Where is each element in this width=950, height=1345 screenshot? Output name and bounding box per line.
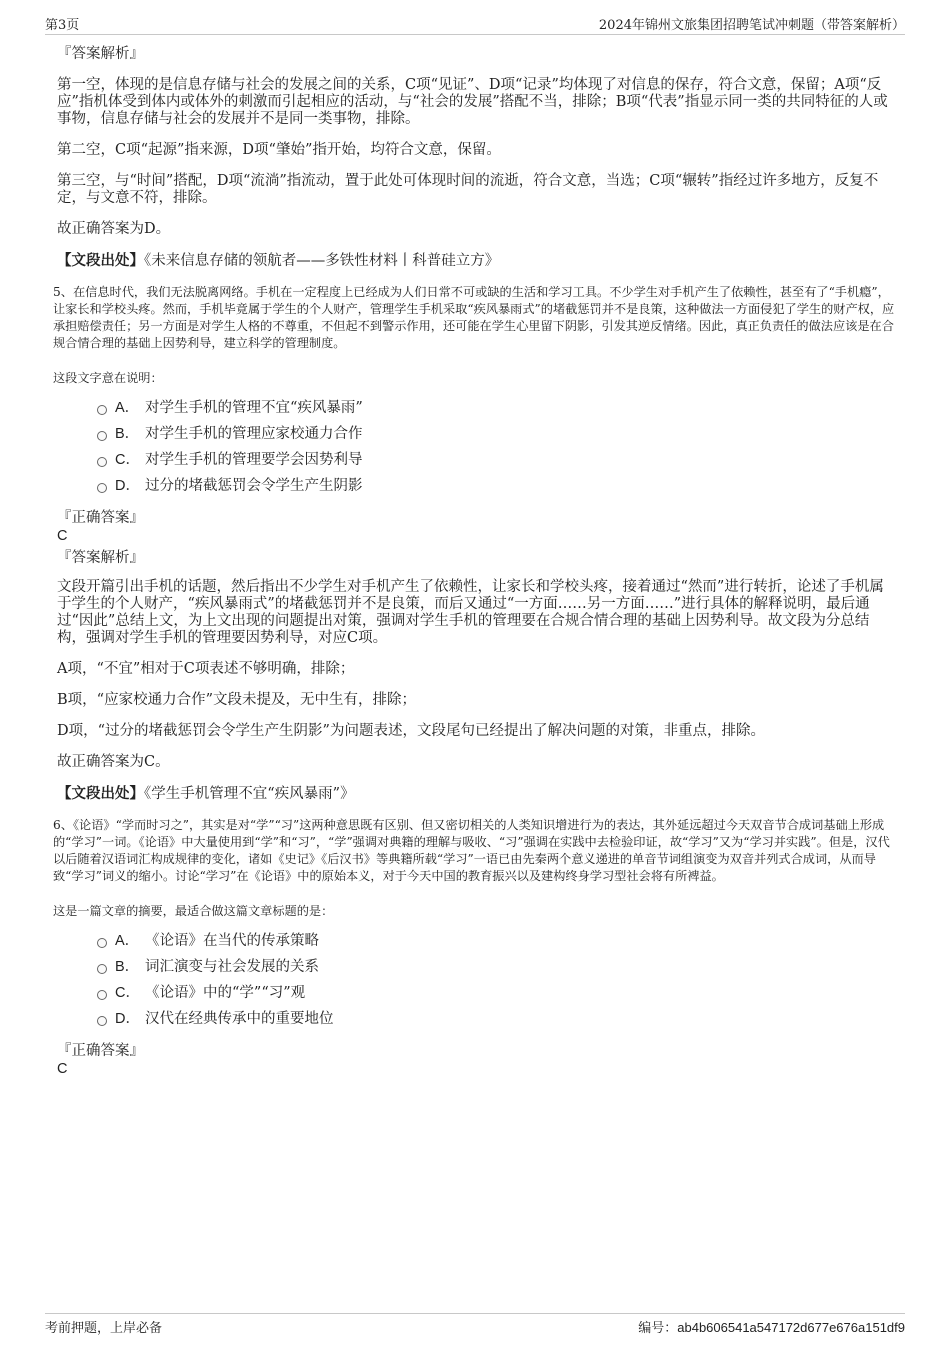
option-text: 汉代在经典传承中的重要地位 [145,1011,334,1027]
q5-analysis-paragraph: 文段开篇引出手机的话题，然后指出不少学生对手机产生了依赖性，让家长和学校头疼，接着通过“然而”进行转折，论述了手机属于学生的个人财产，“疾风暴雨式”的堵截惩罚并不是良策，而后又通过“一方面……另一方面……”进行具体的解释说明，最后通过“因此”总结上文，为上文出现的问题提出对策，强调对学生手机的管理要在合规合情合理的基础上因势利导。故文段为分总结构，强调对学生手机的管理要因势利导，对应C项。 [57,579,884,646]
code-value: ab4b606541a547172d677e676a151df9 [677,1320,905,1335]
q4-analysis-paragraph: 第二空，C项“起源”指来源，D项“肇始”指开始，均符合文意，保留。 [57,142,501,158]
q5-answer-label: 『正确答案』 [57,510,144,526]
q5-conclusion: 故正确答案为C。 [57,754,170,770]
q5-analysis-paragraph: D项，“过分的堵截惩罚会令学生产生阴影”为问题表述，文段尾句已经提出了解决问题的对策，非重点，排除。 [57,723,765,739]
q6-options [97,932,895,1036]
q4-conclusion: 故正确答案为D。 [57,221,171,237]
q5-answer: C [57,528,68,544]
source-text: 《未来信息存储的领航者——多铁性材料丨科普硅立方》 [144,253,500,269]
radio-icon[interactable] [97,1016,107,1026]
q5-question: 这段文字意在说明： [53,371,163,385]
q5-analysis-label: 『答案解析』 [57,550,144,566]
q6-question: 这是一篇文章的摘要，最适合做这篇文章标题的是： [53,904,334,918]
q4-analysis-paragraph: 第三空，与“时间”搭配，D项“流淌”指流动，置于此处可体现时间的流逝，符合文意，当选；C项“辗转”指经过许多地方，反复不定，与文意不符，排除。 [57,173,879,206]
q5-analysis-paragraph: A项，“不宜”相对于C项表述不够明确，排除； [57,661,355,677]
radio-icon[interactable] [97,431,107,441]
option-letter: C． [115,985,140,1001]
q4-analysis-label: 『答案解析』 [57,46,144,62]
page-number: 第3页 [45,18,80,33]
option-letter: B． [115,959,140,975]
source-prefix: 【文段出处】 [57,785,144,802]
option-letter: A． [115,933,140,949]
page-header [45,14,905,35]
option-letter: D． [115,478,140,494]
main-content [53,45,895,1082]
q4-analysis-paragraph: 第一空，体现的是信息存储与社会的发展之间的关系，C项“见证”、D项“记录”均体现了对信息的保存，符合文意，保留；A项“反应”指机体受到体内或体外的刺激而引起相应的活动，与“社会的发展”搭配不当，排除；B项“代表”指显示同一类的共同特征的人或事物，信息存储与社会的发展并不是同一类事物，排除。 [57,77,888,127]
option-b[interactable] [97,958,895,984]
radio-icon[interactable] [97,483,107,493]
footer-slogan: 考前押题，上岸必备 [45,1321,163,1336]
document-title: 2024年锦州文旅集团招聘笔试冲刺题（带答案解析） [598,18,905,33]
option-text: 对学生手机的管理要学会因势利导 [145,452,363,468]
source-text: 《学生手机管理不宜“疾风暴雨”》 [144,786,355,802]
radio-icon[interactable] [97,964,107,974]
q6-answer: C [57,1061,68,1077]
q6-answer-label: 『正确答案』 [57,1043,144,1059]
option-c[interactable] [97,451,895,477]
q4-source [57,252,895,270]
option-text: 对学生手机的管理不宜“疾风暴雨” [145,400,363,416]
option-letter: C． [115,452,140,468]
q5-analysis-paragraph: B项，“应家校通力合作”文段未提及，无中生有，排除； [57,692,416,708]
source-prefix: 【文段出处】 [57,252,144,269]
option-letter: B． [115,426,140,442]
option-d[interactable] [97,477,895,503]
option-text: 对学生手机的管理应家校通力合作 [145,426,363,442]
page-footer [45,1313,905,1339]
radio-icon[interactable] [97,457,107,467]
option-text: 《论语》在当代的传承策略 [145,933,319,949]
radio-icon[interactable] [97,990,107,1000]
option-letter: A． [115,400,140,416]
option-d[interactable] [97,1010,895,1036]
option-text: 《论语》中的“学”“习”观 [145,985,306,1001]
option-text: 词汇演变与社会发展的关系 [145,959,319,975]
option-c[interactable] [97,984,895,1010]
q5-source [57,785,895,803]
radio-icon[interactable] [97,405,107,415]
q6-stem: 6、《论语》“学而时习之”，其实是对“学”“习”这两种意思既有区别、但又密切相关的人类知识增进行为的表达，其外延远超过今天双音节合成词基础上形成的“学习”一词。《论语》中大量使用到“学”和“习”，“学”强调对典籍的理解与吸收、“习”强调在实践中去检验印证，故“学习”又为“学习并实践”。但是，汉代以后随着汉语词汇构成规律的变化，诸如《史记》《后汉书》等典籍所载“学习”一语已由先秦两个意义递进的单音节词组演变为双音并列式合成词，从而导致“学习”词义的缩小。讨论“学习”在《论语》中的原始本义，对于今天中国的教育振兴以及建构终身学习型社会将有所裨益。 [53,818,890,883]
option-a[interactable] [97,932,895,958]
option-letter: D． [115,1011,140,1027]
q5-options [97,399,895,503]
option-a[interactable] [97,399,895,425]
option-b[interactable] [97,425,895,451]
q5-stem: 5、在信息时代，我们无法脱离网络。手机在一定程度上已经成为人们日常不可或缺的生活和学习工具。不少学生对手机产生了依赖性，甚至有了“手机瘾”，让家长和学校头疼。然而，手机毕竟属于学生的个人财产，管理学生手机采取“疾风暴雨式”的堵截惩罚并不是良策，这种做法一方面侵犯了学生的财产权，应承担赔偿责任；另一方面是对学生人格的不尊重，不但起不到警示作用，还可能在学生心里留下阴影，引发其逆反情绪。因此，真正负责任的做法应该是在合规合情合理的基础上因势利导，建立科学的管理制度。 [53,285,895,350]
radio-icon[interactable] [97,938,107,948]
code-label: 编号： [638,1321,678,1336]
document-id [638,1317,905,1336]
option-text: 过分的堵截惩罚会令学生产生阴影 [145,478,363,494]
